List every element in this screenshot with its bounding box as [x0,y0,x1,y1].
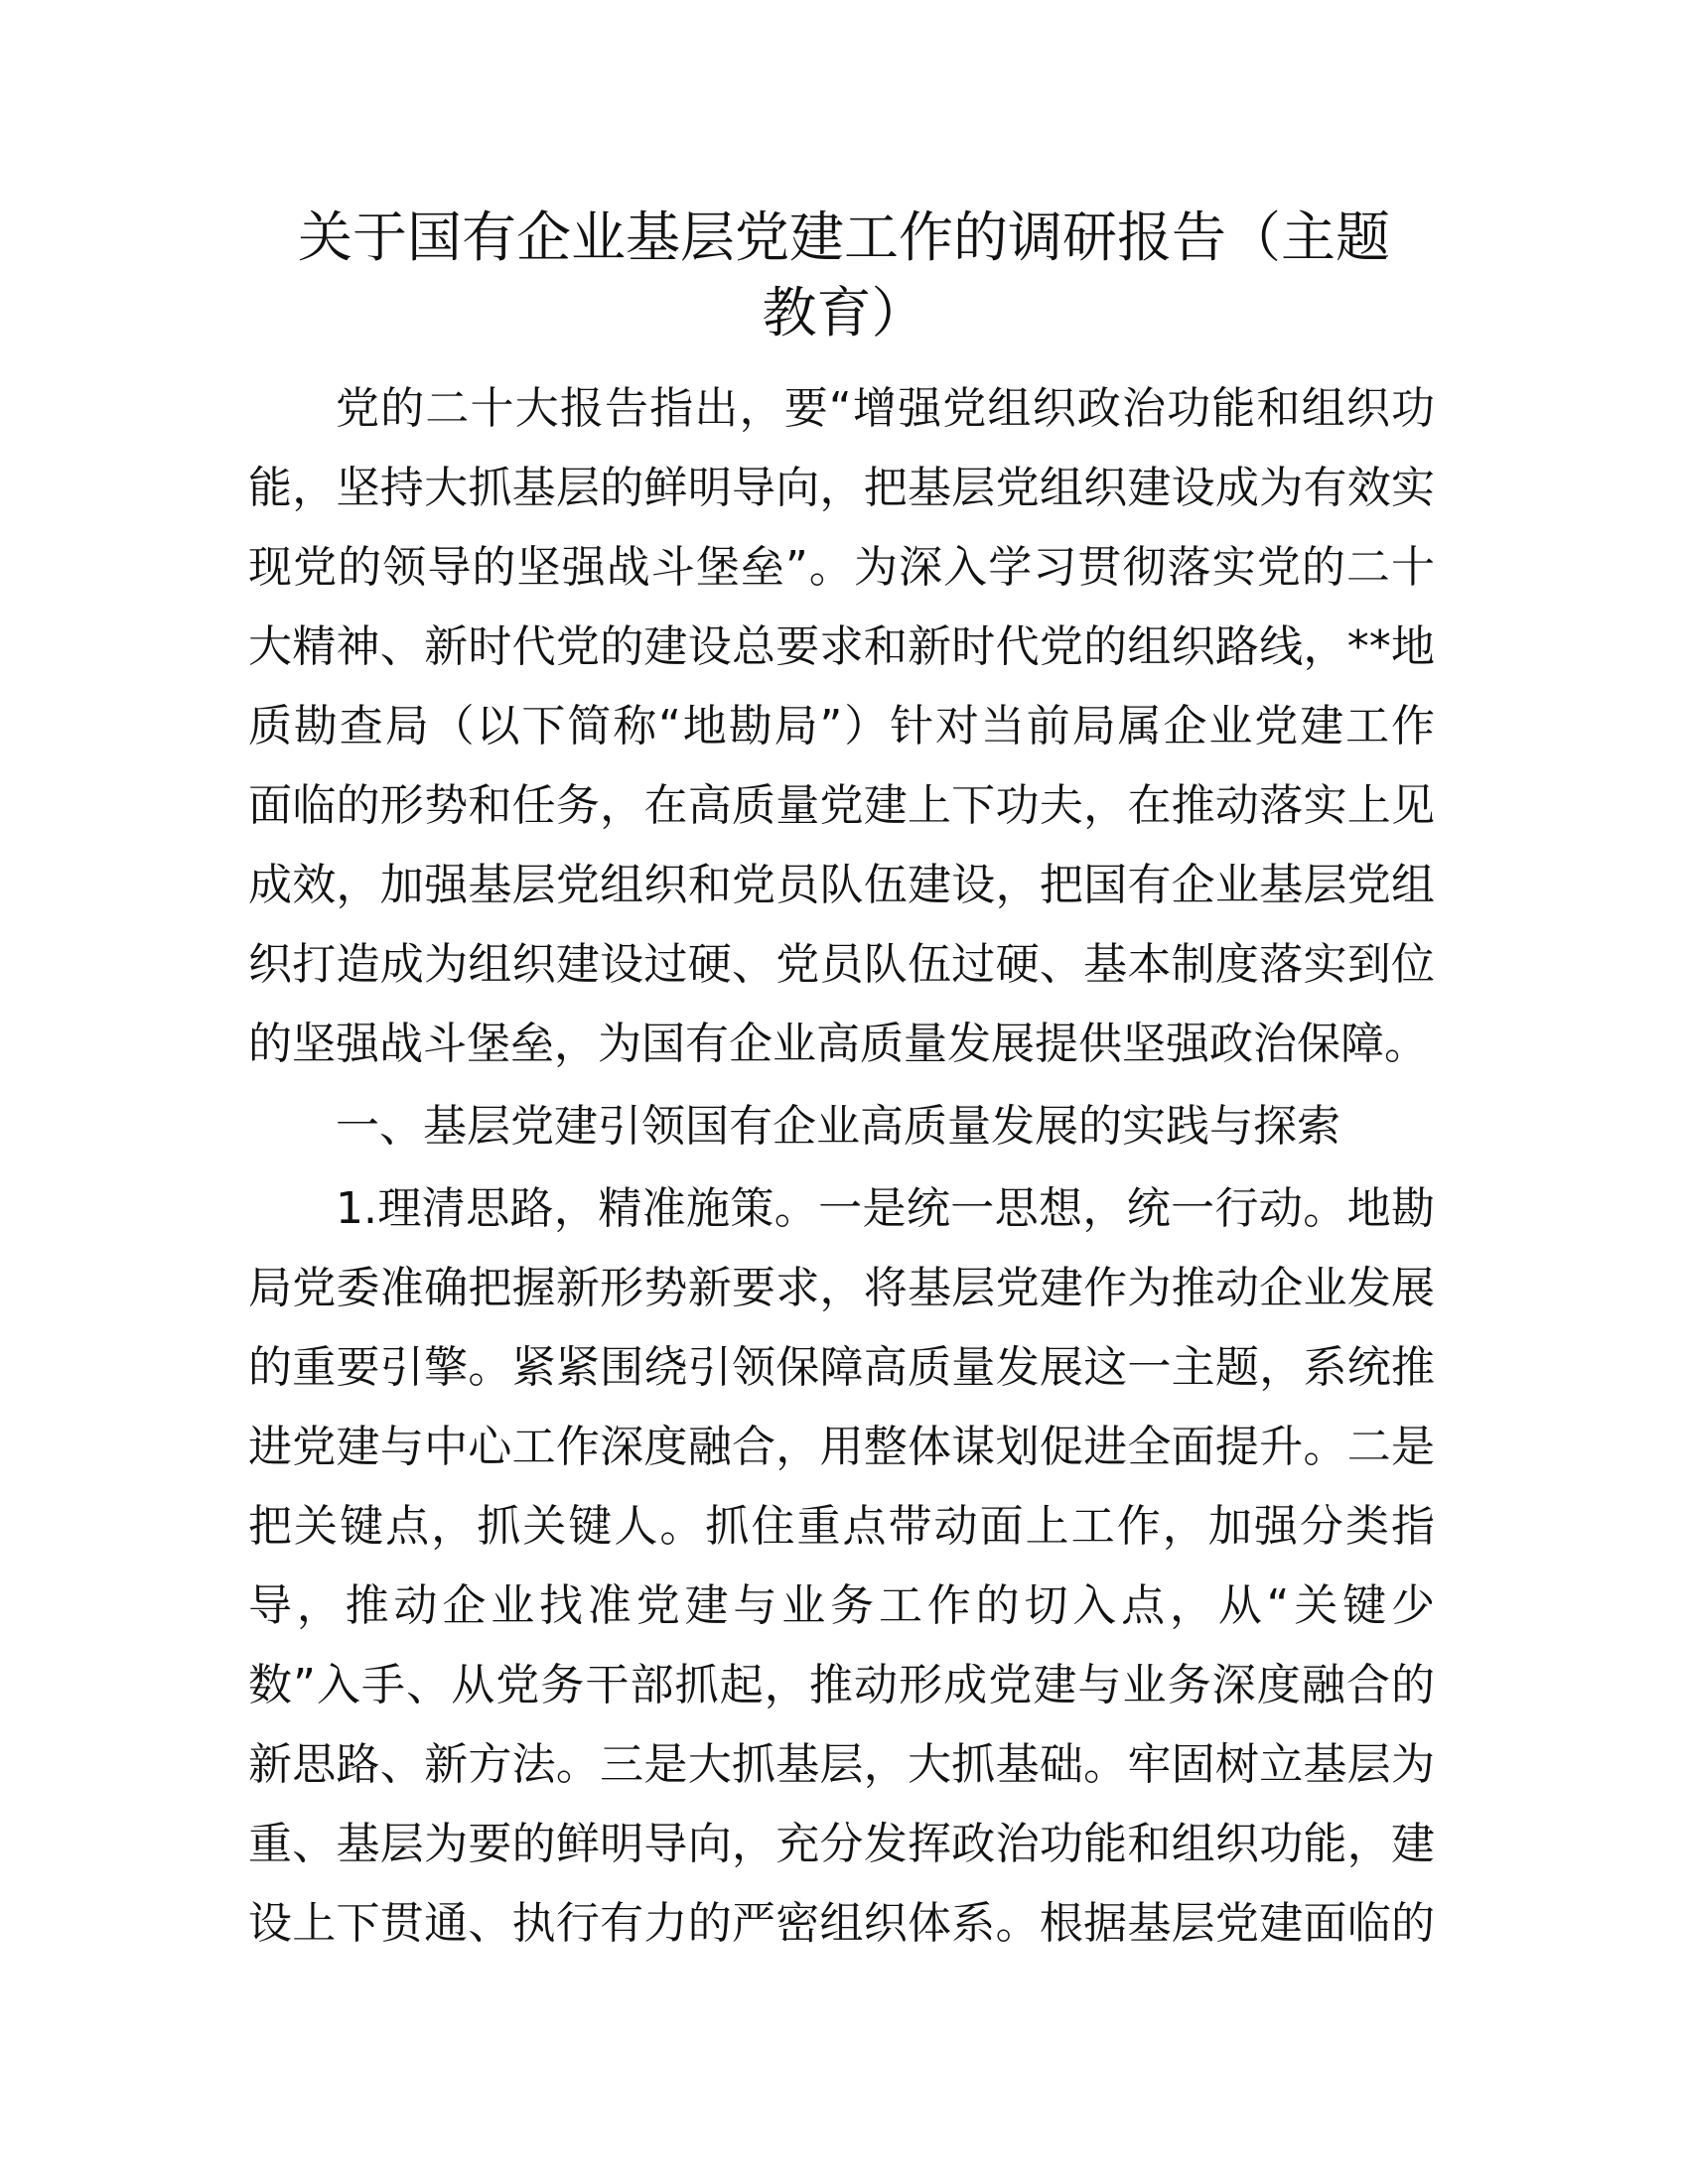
paragraph-line: 进党建与中心工作深度融合，用整体谋划促进全面提升。二是 [248,1422,1435,1472]
paragraph-line: 能，坚持大抓基层的鲜明导向，把基层党组织建设成为有效实 [248,463,1435,513]
paragraph-line: 面临的形势和任务，在高质量党建上下功夫，在推动落实上见 [248,780,1435,831]
paragraph-line: 质勘查局（以下简称“地勘局”）针对当前局属企业党建工作 [248,701,1435,751]
paragraph-line: 大精神、新时代党的建设总要求和新时代党的组织路线，**地 [248,621,1435,672]
paragraph-line: 局党委准确把握新形势新要求，将基层党建作为推动企业发展 [248,1263,1435,1313]
paragraph-line: 重、基层为要的鲜明导向，充分发挥政治功能和组织功能，建 [248,1819,1435,1869]
paragraph-line: 成效，加强基层党组织和党员队伍建设，把国有企业基层党组 [248,860,1435,910]
paragraph-line: 织打造成为组织建设过硬、党员队伍过硬、基本制度落实到位 [248,939,1435,990]
paragraph-line: 数”入手、从党务干部抓起，推动形成党建与业务深度融合的 [248,1660,1435,1710]
paragraph-line: 1.理清思路，精准施策。一是统一思想，统一行动。地勘 [336,1183,1435,1234]
paragraph-line: 导，推动企业找准党建与业务工作的切入点，从“关键少 [248,1580,1435,1631]
document-title-line-1: 关于国有企业基层党建工作的调研报告（主题 [297,205,1390,269]
paragraph-line: 把关键点，抓关键人。抓住重点带动面上工作，加强分类指 [248,1501,1435,1552]
paragraph-line: 的坚强战斗堡垒，为国有企业高质量发展提供坚强政治保障。 [248,1019,1428,1069]
document-title-line-2: 教育） [762,281,926,344]
paragraph-line: 新思路、新方法。三是大抓基层，大抓基础。牢固树立基层为 [248,1739,1435,1790]
paragraph-line: 党的二十大报告指出，要“增强党组织政治功能和组织功 [336,383,1435,434]
paragraph-line: 的重要引擎。紧紧围绕引领保障高质量发展这一主题，系统推 [248,1342,1435,1393]
section-heading: 一、基层党建引领国有企业高质量发展的实践与探索 [336,1101,1340,1152]
paragraph-line: 设上下贯通、执行有力的严密组织体系。根据基层党建面临的 [248,1898,1435,1949]
paragraph-line: 现党的领导的坚强战斗堡垒”。为深入学习贯彻落实党的二十 [248,542,1435,593]
